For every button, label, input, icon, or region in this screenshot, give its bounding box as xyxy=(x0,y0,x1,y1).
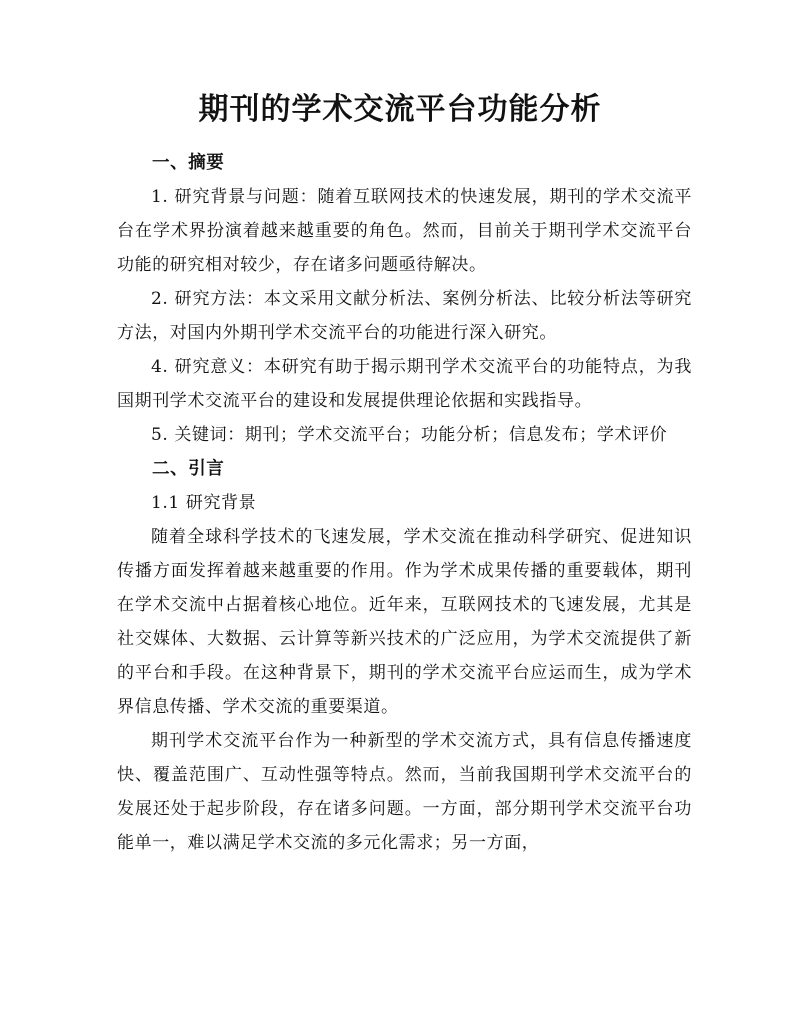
abstract-item-significance: 4. 研究意义：本研究有助于揭示期刊学术交流平台的功能特点，为我国期刊学术交流平台的建设和发展提供理论依据和实践指导。 xyxy=(117,357,692,411)
abstract-item-method: 2. 研究方法：本文采用文献分析法、案例分析法、比较分析法等研究方法，对国内外期刊学术交流平台的功能进行深入研究。 xyxy=(117,289,692,343)
abstract-item-keywords: 5. 关键词：期刊；学术交流平台；功能分析；信息发布；学术评价 xyxy=(151,425,668,445)
intro-paragraph: 期刊学术交流平台作为一种新型的学术交流方式，具有信息传播速度快、覆盖范围广、互动性强等特点。然而，当前我国期刊学术交流平台的发展还处于起步阶段，存在诸多问题。一方面，部分期刊学术交流平台功能单一，难以满足学术交流的多元化需求；另一方面， xyxy=(117,731,692,853)
abstract-item-background: 1. 研究背景与问题：随着互联网技术的快速发展，期刊的学术交流平台在学术界扮演着越来越重要的角色。然而，目前关于期刊学术交流平台功能的研究相对较少，存在诸多问题亟待解决。 xyxy=(117,187,692,275)
document-body xyxy=(117,146,692,860)
section-heading-abstract: 一、摘要 xyxy=(152,153,225,173)
intro-paragraph: 随着全球科学技术的飞速发展，学术交流在推动科学研究、促进知识传播方面发挥着越来越重要的作用。作为学术成果传播的重要载体，期刊在学术交流中占据着核心地位。近年来，互联网技术的飞速发展，尤其是社交媒体、大数据、云计算等新兴技术的广泛应用，为学术交流提供了新的平台和手段。在这种背景下，期刊的学术交流平台应运而生，成为学术界信息传播、学术交流的重要渠道。 xyxy=(117,527,692,717)
section-heading-introduction: 二、引言 xyxy=(152,459,225,479)
subsection-heading-background: 1.1 研究背景 xyxy=(151,493,257,513)
document-title: 期刊的学术交流平台功能分析 xyxy=(198,92,602,127)
